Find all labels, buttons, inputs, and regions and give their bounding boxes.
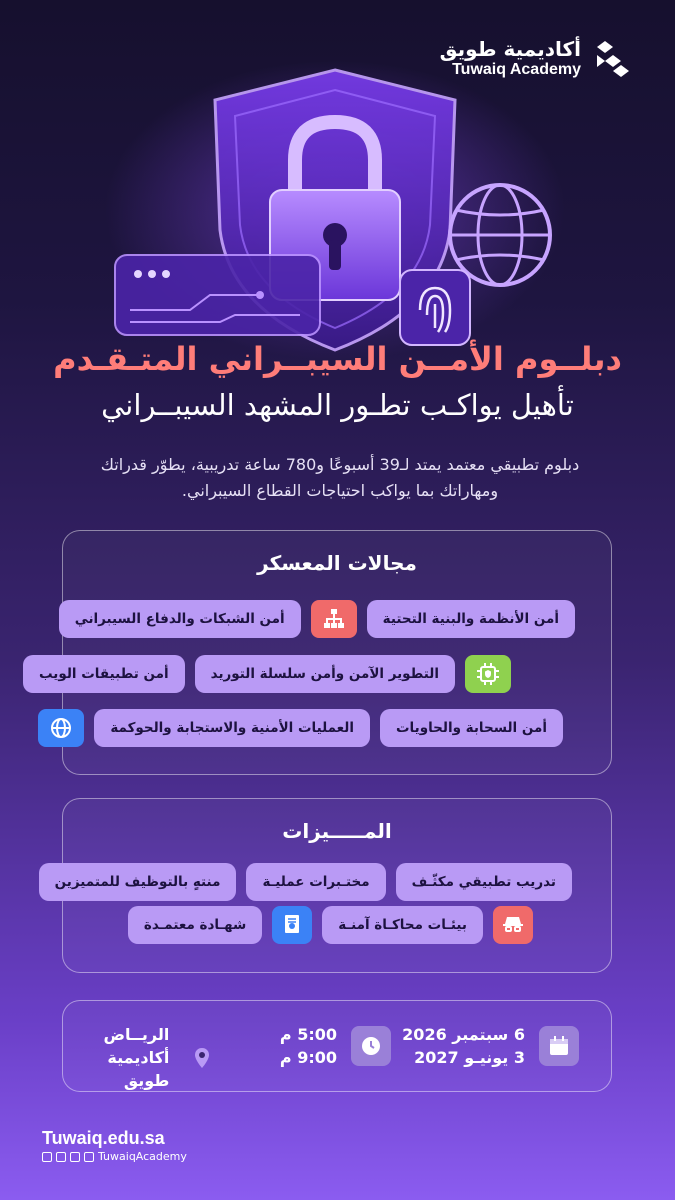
website-link[interactable]: Tuwaiq.edu.sa xyxy=(42,1128,165,1148)
youtube-icon xyxy=(70,1152,80,1162)
course-subtitle: تأهيل يواكـب تطـور المشهد السيبــراني xyxy=(101,388,574,422)
logo-english-text: Tuwaiq Academy xyxy=(452,61,581,78)
fingerprint-icon xyxy=(400,270,470,345)
feature-pill: مختـبرات عمليـة xyxy=(246,863,385,901)
linkedin-icon xyxy=(84,1152,94,1162)
location-item xyxy=(63,1023,221,1093)
x-icon xyxy=(42,1152,52,1162)
dates-item xyxy=(402,1023,579,1069)
calendar-icon xyxy=(539,1026,579,1066)
course-title: دبلــوم الأمــن السيبــراني المتـقـدم xyxy=(53,340,622,378)
tracks-title: مجالات المعسكر xyxy=(257,551,417,575)
end-date: 3 يونيـو 2027 xyxy=(414,1048,525,1068)
tracks-section xyxy=(39,530,612,775)
schedule-section xyxy=(62,1000,612,1092)
globe-icon xyxy=(38,709,84,747)
time-item xyxy=(280,1023,391,1069)
location-pin-icon xyxy=(183,1038,221,1078)
logo-arabic-text: أكاديمية طويق xyxy=(439,37,581,61)
feature-pill: شهـادة معتمـدة xyxy=(128,906,262,944)
cybersecurity-illustration xyxy=(100,60,570,360)
secure-chip-icon xyxy=(465,655,511,693)
instagram-icon xyxy=(56,1152,66,1162)
track-pill: التطوير الآمن وأمن سلسلة التوريد xyxy=(195,655,455,693)
start-time: 5:00 م xyxy=(279,1025,337,1044)
browser-window-icon xyxy=(115,255,320,335)
feature-pill: منتهٍ بالتوظيف للمتميزين xyxy=(39,863,237,901)
tuwaiq-logo-icon xyxy=(593,39,633,79)
track-pill: أمن السحابة والحاويات xyxy=(380,709,563,747)
city: الريــاض xyxy=(103,1025,170,1044)
clock-icon xyxy=(351,1026,391,1066)
track-pill: أمن الأنظمة والبنية التحتية xyxy=(367,600,575,638)
feature-pill: تدريب تطبيقي مكثّـف xyxy=(396,863,572,901)
certificate-icon xyxy=(272,906,312,944)
hacker-mask-icon xyxy=(493,906,533,944)
track-pill: أمن الشبكات والدفاع السيبراني xyxy=(59,600,301,638)
features-section xyxy=(54,798,612,973)
social-handle-text: TuwaiqAcademy xyxy=(98,1150,187,1163)
start-date: 6 سبتمبر 2026 xyxy=(402,1025,525,1044)
track-pill: أمن تطبيقات الويب xyxy=(23,655,185,693)
track-pill: العمليات الأمنية والاستجابة والحوكمة xyxy=(94,709,370,747)
social-handle[interactable] xyxy=(42,1150,187,1163)
venue: أكاديمية طويق xyxy=(107,1048,170,1091)
feature-pill: بيئـات محاكـاة آمنـة xyxy=(322,906,483,944)
end-time: 9:00 م xyxy=(279,1048,337,1068)
network-icon xyxy=(311,600,357,638)
features-title: المـــــيزات xyxy=(282,819,392,843)
course-description: دبلوم تطبيقي معتمد يمتد لـ39 أسبوعًا و780 ساعة تدريبية، يطوّر قدراتك ومهاراتك بما يواكب احتياجات القطاع السيبراني. xyxy=(100,455,580,500)
